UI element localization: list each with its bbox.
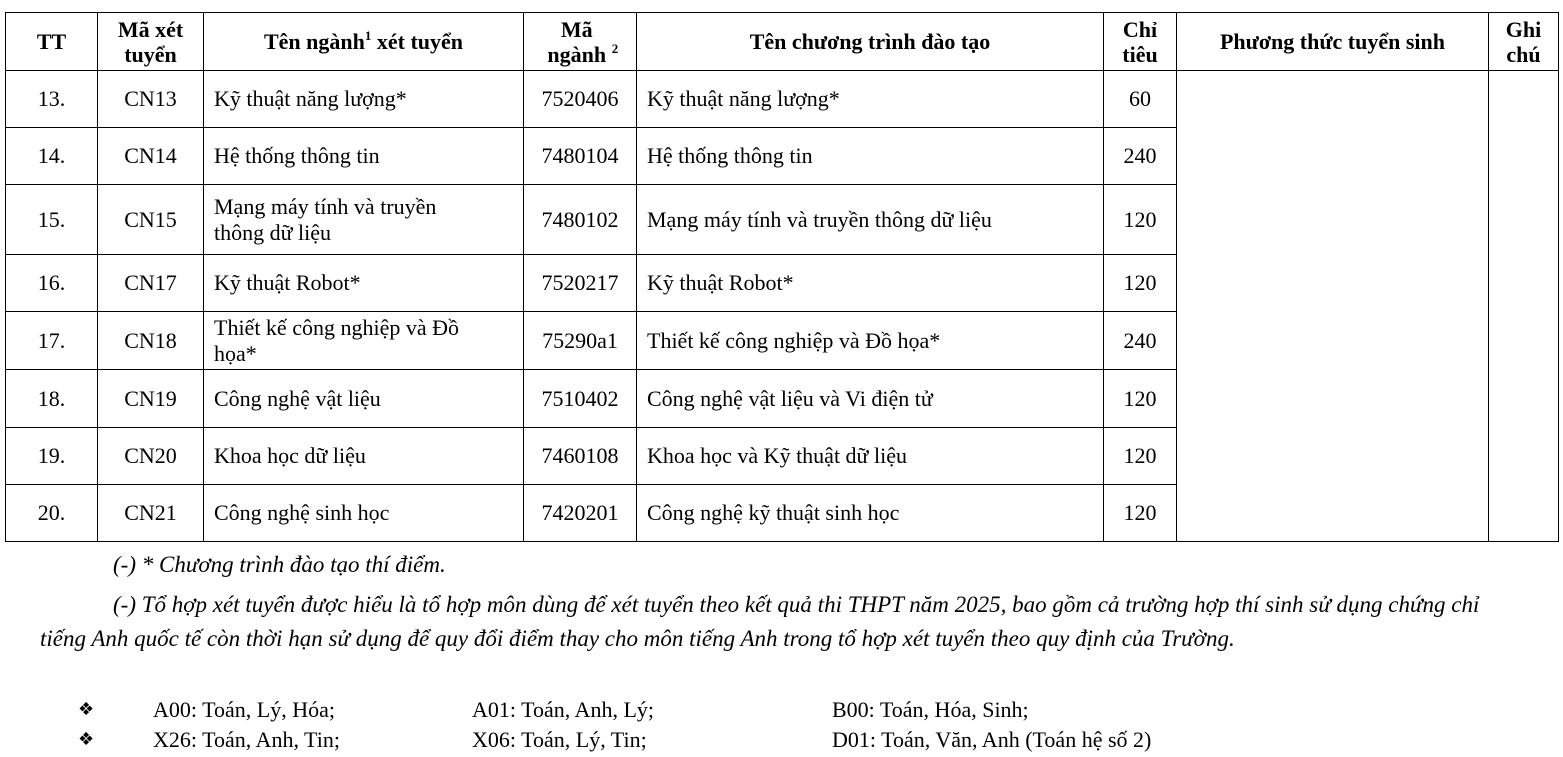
combination-item: A01: Toán, Anh, Lý; bbox=[472, 697, 654, 722]
cell-major: Công nghệ sinh học bbox=[204, 485, 524, 542]
footnote-mark-2: 2 bbox=[611, 40, 619, 56]
header-ma-nganh bbox=[524, 13, 637, 71]
cell-tt: 16. bbox=[6, 255, 98, 312]
combination-list-row bbox=[0, 727, 1563, 757]
cell-tt: 19. bbox=[6, 428, 98, 485]
note-pilot-program: (-) * Chương trình đào tạo thí điểm. bbox=[113, 552, 446, 577]
cell-major: Công nghệ vật liệu bbox=[204, 370, 524, 428]
cell-major-code: 7460108 bbox=[524, 428, 637, 485]
header-ghi-chu-text: Ghi chú bbox=[1505, 16, 1542, 67]
cell-tt: 17. bbox=[6, 312, 98, 370]
cell-major: Mạng máy tính và truyền thông dữ liệu bbox=[204, 185, 524, 255]
cell-major-code: 7480104 bbox=[524, 128, 637, 185]
cell-program: Hệ thống thông tin bbox=[637, 128, 1104, 185]
cell-program: Thiết kế công nghiệp và Đồ họa* bbox=[637, 312, 1104, 370]
cell-tt: 18. bbox=[6, 370, 98, 428]
header-ten-nganh-text: Tên ngành bbox=[263, 29, 365, 54]
header-tt: TT bbox=[6, 13, 98, 71]
cell-code: CN17 bbox=[98, 255, 204, 312]
cell-major-code: 7520406 bbox=[524, 71, 637, 128]
cell-major: Hệ thống thông tin bbox=[204, 128, 524, 185]
cell-program: Kỹ thuật năng lượng* bbox=[637, 71, 1104, 128]
table-row bbox=[6, 71, 1559, 128]
header-ma-nganh-text: Mã ngành bbox=[547, 16, 607, 67]
cell-major: Kỹ thuật Robot* bbox=[204, 255, 524, 312]
cell-code: CN14 bbox=[98, 128, 204, 185]
cell-quota: 60 bbox=[1104, 71, 1177, 128]
cell-quota: 240 bbox=[1104, 128, 1177, 185]
cell-program: Công nghệ vật liệu và Vi điện tử bbox=[637, 370, 1104, 428]
cell-program: Công nghệ kỹ thuật sinh học bbox=[637, 485, 1104, 542]
note-combination-definition: (-) Tổ hợp xét tuyển được hiểu là tổ hợp môn dùng để xét tuyển theo kết quả thi THPT năm 2025, bao gồm cả trường hợp thí sinh sử dụng chứng chỉ tiếng Anh quốc tế còn thời hạn sử dụng để quy đổi điểm thay cho môn tiếng Anh trong tổ hợp xét tuyển theo quy định của Trường. bbox=[40, 592, 1480, 651]
cell-program: Mạng máy tính và truyền thông dữ liệu bbox=[637, 185, 1104, 255]
cell-major-code: 7520217 bbox=[524, 255, 637, 312]
header-ten-nganh-suffix: xét tuyển bbox=[371, 29, 464, 54]
header-ghi-chu bbox=[1489, 13, 1559, 71]
cell-quota: 120 bbox=[1104, 428, 1177, 485]
cell-tt: 14. bbox=[6, 128, 98, 185]
admissions-table bbox=[5, 12, 1559, 542]
cell-major-code: 7510402 bbox=[524, 370, 637, 428]
table-header-row bbox=[6, 13, 1559, 71]
combination-item: D01: Toán, Văn, Anh (Toán hệ số 2) bbox=[832, 727, 1152, 752]
cell-program: Kỹ thuật Robot* bbox=[637, 255, 1104, 312]
cell-major-code: 7480102 bbox=[524, 185, 637, 255]
cell-code: CN19 bbox=[98, 370, 204, 428]
cell-tt: 20. bbox=[6, 485, 98, 542]
cell-code: CN21 bbox=[98, 485, 204, 542]
header-ten-chuong-trinh: Tên chương trình đào tạo bbox=[637, 13, 1104, 71]
cell-quota: 240 bbox=[1104, 312, 1177, 370]
cell-quota: 120 bbox=[1104, 370, 1177, 428]
cell-phuong-thuc-merged bbox=[1177, 71, 1489, 542]
header-ma-xet-tuyen bbox=[98, 13, 204, 71]
header-ma-xet-tuyen-text: Mã xét tuyển bbox=[117, 16, 184, 67]
cell-code: CN20 bbox=[98, 428, 204, 485]
combination-list-row bbox=[0, 697, 1563, 727]
combination-item: X26: Toán, Anh, Tin; bbox=[153, 727, 340, 752]
cell-quota: 120 bbox=[1104, 485, 1177, 542]
footnote-mark-1: 1 bbox=[364, 28, 372, 43]
combination-item: B00: Toán, Hóa, Sinh; bbox=[832, 697, 1029, 722]
cell-code: CN18 bbox=[98, 312, 204, 370]
cell-major: Kỹ thuật năng lượng* bbox=[204, 71, 524, 128]
cell-major-code: 7420201 bbox=[524, 485, 637, 542]
cell-quota: 120 bbox=[1104, 255, 1177, 312]
cell-ghi-chu-merged bbox=[1489, 71, 1559, 542]
cell-tt: 15. bbox=[6, 185, 98, 255]
header-chi-tieu-text: Chỉ tiêu bbox=[1122, 16, 1158, 67]
cell-major: Thiết kế công nghiệp và Đồ họa* bbox=[204, 312, 524, 370]
diamond-bullet-icon: ❖ bbox=[78, 729, 95, 750]
cell-code: CN15 bbox=[98, 185, 204, 255]
combination-item: X06: Toán, Lý, Tin; bbox=[472, 727, 647, 752]
cell-quota: 120 bbox=[1104, 185, 1177, 255]
cell-code: CN13 bbox=[98, 71, 204, 128]
cell-major: Khoa học dữ liệu bbox=[204, 428, 524, 485]
header-ten-nganh bbox=[204, 13, 524, 71]
combination-item: A00: Toán, Lý, Hóa; bbox=[153, 697, 335, 722]
diamond-bullet-icon: ❖ bbox=[78, 699, 95, 720]
cell-major-code: 75290a1 bbox=[524, 312, 637, 370]
header-phuong-thuc: Phương thức tuyển sinh bbox=[1177, 13, 1489, 71]
header-chi-tieu bbox=[1104, 13, 1177, 71]
cell-tt: 13. bbox=[6, 71, 98, 128]
cell-program: Khoa học và Kỹ thuật dữ liệu bbox=[637, 428, 1104, 485]
